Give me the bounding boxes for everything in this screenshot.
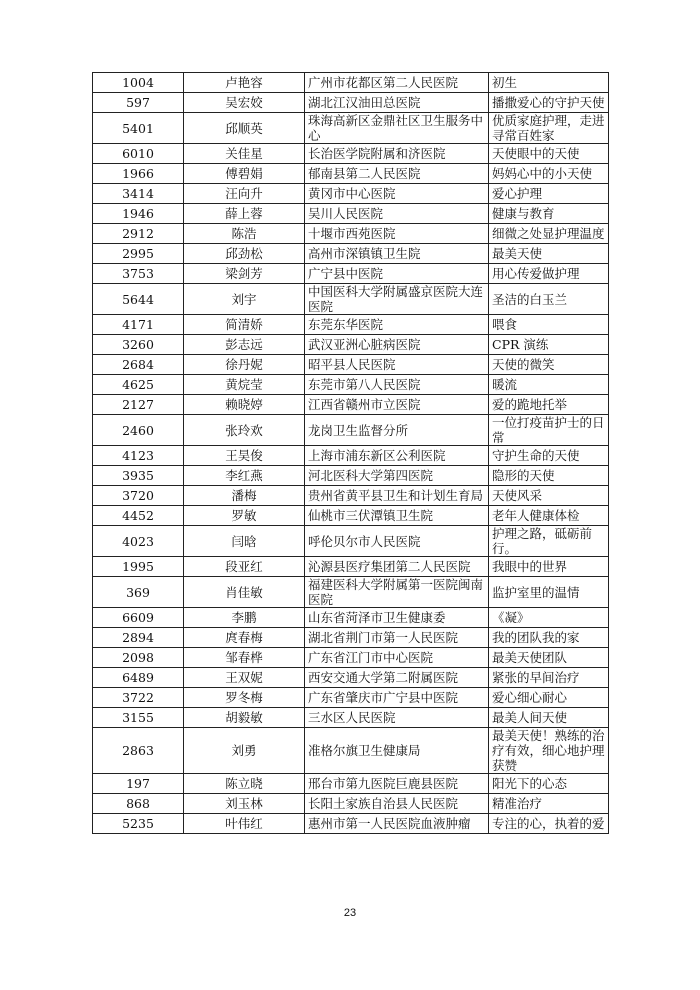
entries-table-body (93, 73, 609, 834)
entry-title: 一位打疫苗护士的日常 (489, 415, 609, 446)
entry-organization: 郁南县第二人民医院 (305, 164, 489, 184)
table-row (93, 486, 609, 506)
entry-organization: 广东省江门市中心医院 (305, 648, 489, 668)
table-row (93, 506, 609, 526)
entry-name: 肖佳敏 (184, 577, 305, 608)
entry-name: 张玲欢 (184, 415, 305, 446)
table-row (93, 395, 609, 415)
entry-title: 用心传爱做护理 (489, 264, 609, 284)
entry-organization: 山东省菏泽市卫生健康委 (305, 608, 489, 628)
entry-name: 吴宏姣 (184, 93, 305, 113)
entry-name: 罗冬梅 (184, 688, 305, 708)
entry-title: 最美天使！熟练的治疗有效，细心地护理获赞 (489, 728, 609, 774)
entry-title: 隐形的天使 (489, 466, 609, 486)
entry-name: 邹春桦 (184, 648, 305, 668)
entry-organization: 广宁县中医院 (305, 264, 489, 284)
entry-name: 陈立晓 (184, 774, 305, 794)
entry-id: 369 (93, 577, 184, 608)
table-row (93, 608, 609, 628)
entry-title: 监护室里的温情 (489, 577, 609, 608)
entry-title: 爱的跪地托举 (489, 395, 609, 415)
entry-title: 精准治疗 (489, 794, 609, 814)
entry-title: 爱心细心耐心 (489, 688, 609, 708)
entry-organization: 仙桃市三伏潭镇卫生院 (305, 506, 489, 526)
table-row (93, 415, 609, 446)
table-row (93, 557, 609, 577)
entry-organization: 十堰市西苑医院 (305, 224, 489, 244)
entry-name: 李红燕 (184, 466, 305, 486)
entry-name: 傅碧娟 (184, 164, 305, 184)
entry-organization: 福建医科大学附属第一医院闽南医院 (305, 577, 489, 608)
entry-title: 优质家庭护理，走进寻常百姓家 (489, 113, 609, 144)
entry-title: 老年人健康体检 (489, 506, 609, 526)
entry-organization: 高州市深镇镇卫生院 (305, 244, 489, 264)
entry-name: 卢艳容 (184, 73, 305, 93)
entry-id: 2460 (93, 415, 184, 446)
table-row (93, 93, 609, 113)
entry-id: 3753 (93, 264, 184, 284)
entry-organization: 长阳土家族自治县人民医院 (305, 794, 489, 814)
table-row (93, 335, 609, 355)
table-row (93, 315, 609, 335)
entry-name: 简清娇 (184, 315, 305, 335)
entry-id: 1946 (93, 204, 184, 224)
entry-organization: 广州市花都区第二人民医院 (305, 73, 489, 93)
entry-organization: 呼伦贝尔市人民医院 (305, 526, 489, 557)
table-row (93, 577, 609, 608)
entry-organization: 上海市浦东新区公利医院 (305, 446, 489, 466)
entry-name: 王双妮 (184, 668, 305, 688)
entry-id: 5235 (93, 814, 184, 834)
entry-organization: 长治医学院附属和济医院 (305, 144, 489, 164)
entry-name: 李鹏 (184, 608, 305, 628)
entry-organization: 昭平县人民医院 (305, 355, 489, 375)
entry-organization: 贵州省黄平县卫生和计划生育局 (305, 486, 489, 506)
entry-id: 2912 (93, 224, 184, 244)
entry-id: 1966 (93, 164, 184, 184)
entry-organization: 武汉亚洲心脏病医院 (305, 335, 489, 355)
table-row (93, 648, 609, 668)
entry-id: 3155 (93, 708, 184, 728)
entry-id: 4171 (93, 315, 184, 335)
entries-table (92, 72, 609, 834)
entry-name: 潘梅 (184, 486, 305, 506)
entry-title: 爱心护理 (489, 184, 609, 204)
page-number: 23 (343, 907, 357, 919)
entry-id: 3935 (93, 466, 184, 486)
entry-id: 1995 (93, 557, 184, 577)
entry-organization: 江西省赣州市立医院 (305, 395, 489, 415)
entry-id: 4625 (93, 375, 184, 395)
table-row (93, 708, 609, 728)
entry-id: 197 (93, 774, 184, 794)
table-row (93, 526, 609, 557)
entry-organization: 准格尔旗卫生健康局 (305, 728, 489, 774)
entry-name: 刘玉林 (184, 794, 305, 814)
entry-title: 最美人间天使 (489, 708, 609, 728)
table-row (93, 668, 609, 688)
entry-id: 2127 (93, 395, 184, 415)
entry-title: 天使风采 (489, 486, 609, 506)
entry-title: 妈妈心中的小天使 (489, 164, 609, 184)
entry-organization: 沁源县医疗集团第二人民医院 (305, 557, 489, 577)
entry-organization: 龙岗卫生监督分所 (305, 415, 489, 446)
entry-organization: 东莞东华医院 (305, 315, 489, 335)
table-row (93, 244, 609, 264)
entry-name: 关佳星 (184, 144, 305, 164)
entry-organization: 广东省肇庆市广宁县中医院 (305, 688, 489, 708)
entry-id: 2894 (93, 628, 184, 648)
table-row (93, 284, 609, 315)
table-row (93, 446, 609, 466)
entry-organization: 河北医科大学第四医院 (305, 466, 489, 486)
table-row (93, 375, 609, 395)
entry-title: 最美天使 (489, 244, 609, 264)
entry-title: 我的团队我的家 (489, 628, 609, 648)
entry-organization: 黄冈市中心医院 (305, 184, 489, 204)
table-row (93, 113, 609, 144)
table-row (93, 73, 609, 93)
entry-title: 天使的微笑 (489, 355, 609, 375)
entry-title: 最美天使团队 (489, 648, 609, 668)
entry-id: 2684 (93, 355, 184, 375)
entry-title: 《凝》 (489, 608, 609, 628)
entry-id: 6010 (93, 144, 184, 164)
entry-organization: 西安交通大学第二附属医院 (305, 668, 489, 688)
table-row (93, 224, 609, 244)
entry-id: 868 (93, 794, 184, 814)
entry-name: 刘宇 (184, 284, 305, 315)
entry-name: 彭志远 (184, 335, 305, 355)
entry-id: 4452 (93, 506, 184, 526)
entry-name: 王昊俊 (184, 446, 305, 466)
entry-id: 2098 (93, 648, 184, 668)
entry-organization: 东莞市第八人民医院 (305, 375, 489, 395)
entry-id: 597 (93, 93, 184, 113)
entry-name: 薛上蓉 (184, 204, 305, 224)
entry-title: 初生 (489, 73, 609, 93)
entry-id: 3414 (93, 184, 184, 204)
entry-id: 3720 (93, 486, 184, 506)
entry-id: 3260 (93, 335, 184, 355)
entry-id: 5644 (93, 284, 184, 315)
table-row (93, 814, 609, 834)
entry-title: 天使眼中的天使 (489, 144, 609, 164)
table-row (93, 774, 609, 794)
entry-title: 健康与教育 (489, 204, 609, 224)
entry-name: 梁剑芳 (184, 264, 305, 284)
entry-id: 4023 (93, 526, 184, 557)
table-row (93, 264, 609, 284)
entry-name: 邱劲松 (184, 244, 305, 264)
table-row (93, 728, 609, 774)
entry-name: 陈浩 (184, 224, 305, 244)
entry-organization: 湖北省荆门市第一人民医院 (305, 628, 489, 648)
entry-organization: 惠州市第一人民医院血液肿瘤 (305, 814, 489, 834)
entry-title: 专注的心，执着的爱 (489, 814, 609, 834)
entry-id: 1004 (93, 73, 184, 93)
entry-id: 4123 (93, 446, 184, 466)
table-row (93, 184, 609, 204)
entry-id: 5401 (93, 113, 184, 144)
entry-organization: 珠海高新区金鼎社区卫生服务中心 (305, 113, 489, 144)
table-row (93, 204, 609, 224)
entry-name: 罗敏 (184, 506, 305, 526)
table-row (93, 466, 609, 486)
entry-title: 播撒爱心的守护天使 (489, 93, 609, 113)
table-row (93, 628, 609, 648)
entry-organization: 邢台市第九医院巨鹿县医院 (305, 774, 489, 794)
entry-title: 我眼中的世界 (489, 557, 609, 577)
entry-name: 闫晗 (184, 526, 305, 557)
table-row (93, 164, 609, 184)
table-row (93, 144, 609, 164)
entry-name: 邱顺英 (184, 113, 305, 144)
entry-title: 暖流 (489, 375, 609, 395)
entry-id: 6609 (93, 608, 184, 628)
entry-name: 黄烷莹 (184, 375, 305, 395)
entry-name: 赖晓婷 (184, 395, 305, 415)
entry-title: 守护生命的天使 (489, 446, 609, 466)
entry-id: 2995 (93, 244, 184, 264)
entry-title: 喂食 (489, 315, 609, 335)
entry-organization: 三水区人民医院 (305, 708, 489, 728)
table-row (93, 688, 609, 708)
entry-id: 6489 (93, 668, 184, 688)
entry-id: 3722 (93, 688, 184, 708)
entry-name: 段亚红 (184, 557, 305, 577)
entry-name: 胡毅敏 (184, 708, 305, 728)
entry-name: 庹春梅 (184, 628, 305, 648)
entry-name: 徐丹妮 (184, 355, 305, 375)
entry-name: 刘勇 (184, 728, 305, 774)
table-row (93, 794, 609, 814)
entry-name: 叶伟红 (184, 814, 305, 834)
entry-title: CPR 演练 (489, 335, 609, 355)
table-row (93, 355, 609, 375)
entry-title: 护理之路，砥砺前行。 (489, 526, 609, 557)
entry-organization: 中国医科大学附属盛京医院大连医院 (305, 284, 489, 315)
entry-title: 紧张的早间治疗 (489, 668, 609, 688)
entry-organization: 吴川人民医院 (305, 204, 489, 224)
entry-organization: 湖北江汉油田总医院 (305, 93, 489, 113)
entry-title: 细微之处显护理温度 (489, 224, 609, 244)
entry-id: 2863 (93, 728, 184, 774)
entry-title: 阳光下的心态 (489, 774, 609, 794)
entry-name: 汪向升 (184, 184, 305, 204)
entry-title: 圣洁的白玉兰 (489, 284, 609, 315)
